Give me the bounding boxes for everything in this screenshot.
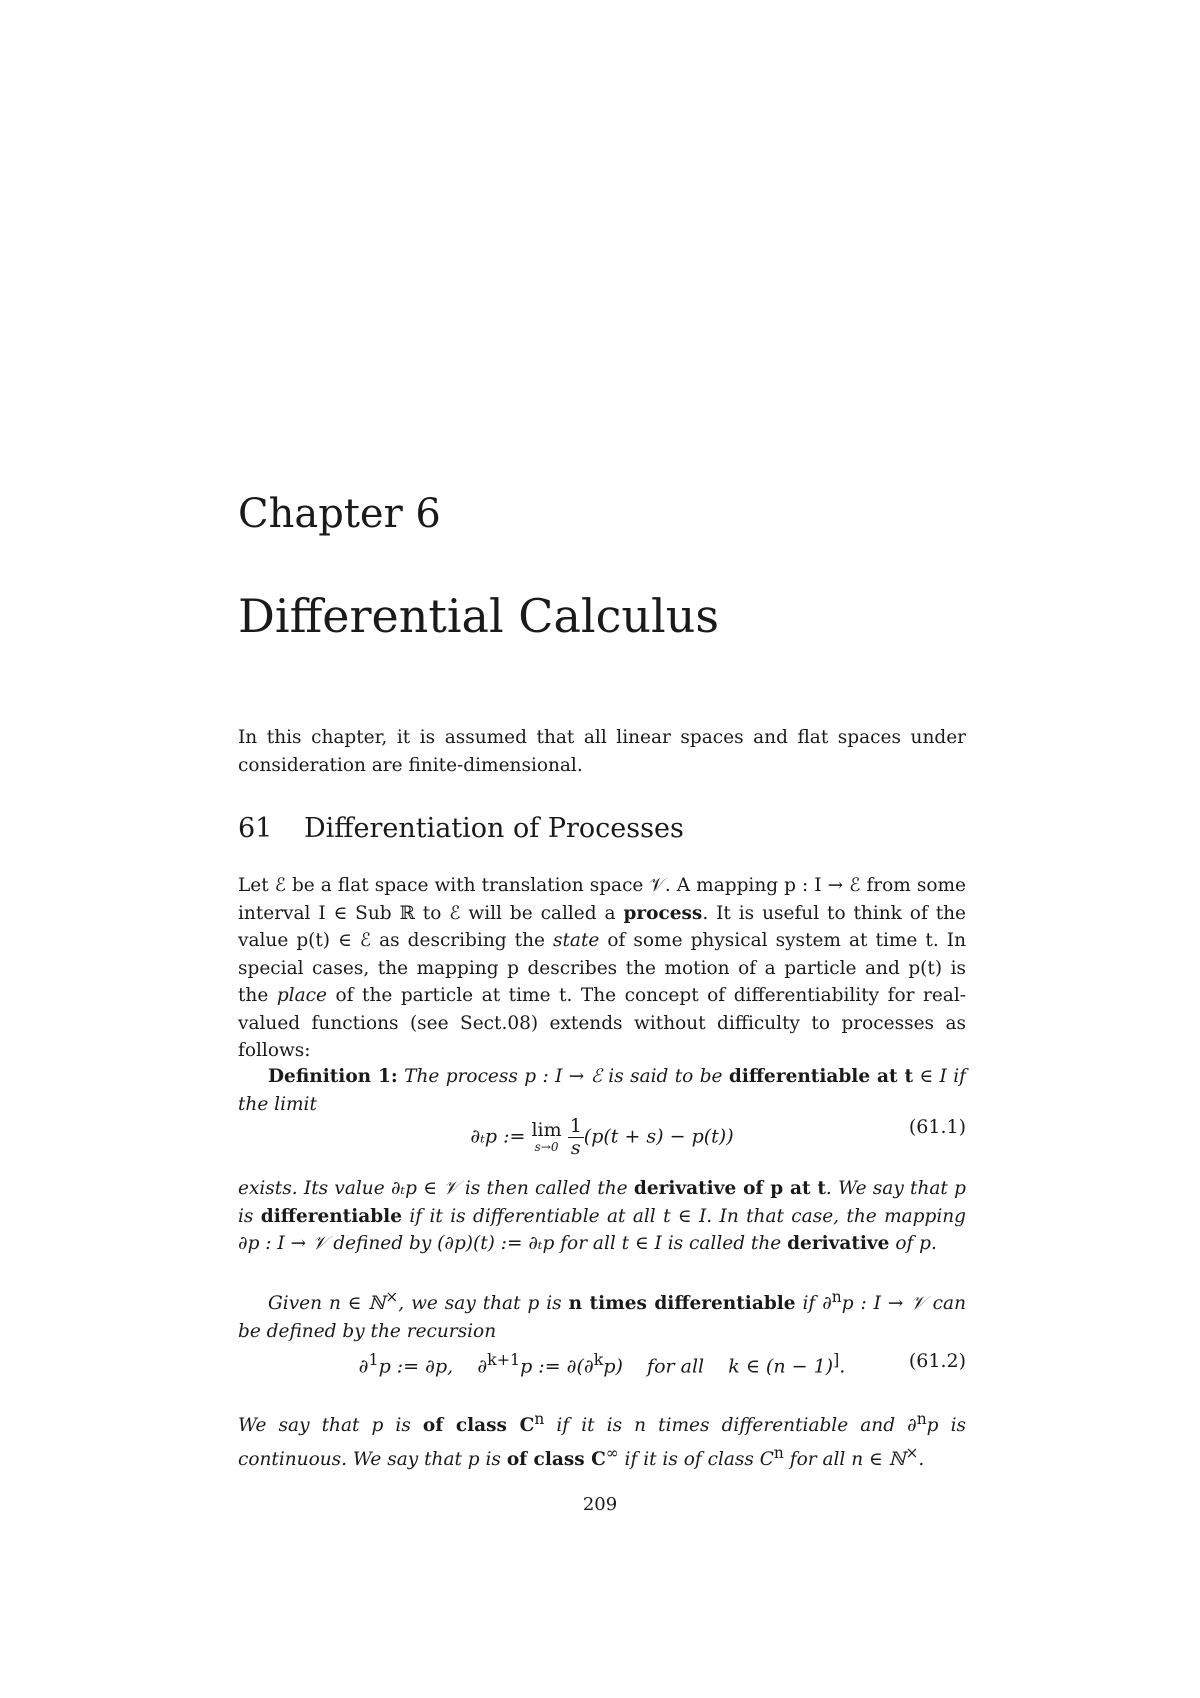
term-differentiable: differentiable — [260, 1205, 402, 1227]
equation-number: (61.2) — [908, 1350, 966, 1372]
text-fragment: Given n ∈ ℕ — [268, 1293, 386, 1315]
term-derivative: derivative — [787, 1233, 890, 1254]
term-class-cn: of class C — [422, 1415, 535, 1437]
superscript: n — [916, 1410, 927, 1428]
eq-part: p := ∂(∂ — [520, 1355, 594, 1378]
equation-body — [238, 1116, 966, 1159]
eq-part: p := ∂p, ∂ — [378, 1355, 488, 1378]
chapter-title: Differential Calculus — [238, 589, 719, 643]
eq-part: . — [839, 1355, 846, 1378]
eq-part: p) for all k ∈ (n − 1) — [603, 1355, 834, 1378]
lim-subscript: s→0 — [534, 1140, 559, 1155]
section-title: Differentiation of Processes — [304, 813, 684, 844]
text-fragment: of some physical system at time t. In special cases, the mapping p describes the motion of a particle and p(t) is the — [238, 930, 966, 1006]
superscript: n — [773, 1443, 784, 1462]
equation-61-1 — [238, 1116, 966, 1160]
equation-body — [238, 1350, 966, 1377]
text-fragment: of p. — [889, 1233, 937, 1254]
text-fragment: , we say that p is — [398, 1293, 569, 1315]
chapter-intro: In this chapter, it is assumed that all linear spaces and flat spaces under consideration are finite-dimensional. — [238, 727, 966, 776]
superscript: ] — [833, 1350, 840, 1369]
fraction — [568, 1116, 584, 1159]
text-fragment: . — [918, 1448, 925, 1470]
limit-operator — [531, 1120, 561, 1154]
definition-label: Definition 1: — [268, 1066, 398, 1087]
fraction-numerator: 1 — [569, 1115, 582, 1137]
superscript: × — [905, 1443, 919, 1462]
superscript: 1 — [368, 1350, 379, 1369]
text-fragment: Let ℰ be a flat space with translation space 𝒱. A mapping p : I → ℰ from some interval I ∈ Sub ℝ to ℰ will be called a — [238, 875, 966, 924]
page-number: 209 — [582, 1494, 618, 1515]
text-fragment: The process p : I → ℰ is said to be — [397, 1066, 729, 1087]
text-fragment: exists. Its value ∂ₜp ∈ 𝒱 is then called the — [238, 1178, 634, 1199]
superscript: k — [593, 1350, 604, 1369]
text-fragment: if ∂ — [795, 1293, 832, 1315]
superscript: n — [534, 1410, 545, 1428]
equation-number: (61.1) — [908, 1116, 966, 1138]
superscript: × — [385, 1288, 399, 1306]
eq-part: ∂ — [358, 1355, 369, 1378]
text-fragment: . We say that p is — [238, 1178, 966, 1227]
term-place: place — [276, 985, 327, 1006]
text-fragment: for all n ∈ ℕ — [783, 1448, 906, 1470]
section-heading — [238, 812, 684, 846]
superscript: ∞ — [605, 1443, 619, 1462]
text-fragment: if it is of class C — [618, 1448, 774, 1470]
text-fragment: if it is n times differentiable and ∂ — [544, 1415, 917, 1437]
lim-text: lim — [531, 1119, 562, 1142]
text-fragment: p : I → 𝒱 can be defined by the recursion — [238, 1293, 966, 1342]
term-derivative-at: derivative of p at t — [633, 1178, 826, 1199]
text-fragment: We say that p is — [238, 1415, 423, 1437]
body-paragraph-n-times — [238, 1284, 966, 1345]
equation-61-2 — [238, 1350, 966, 1394]
term-differentiable-at: differentiable at t — [728, 1066, 914, 1087]
body-paragraph-process — [238, 872, 966, 1065]
text-fragment: ∈ I if the limit — [238, 1066, 966, 1115]
text-fragment: p is continuous. We say that p is — [238, 1415, 966, 1470]
chapter-label: Chapter 6 — [238, 491, 441, 537]
definition-1 — [238, 1063, 966, 1118]
superscript: n — [831, 1288, 842, 1306]
text-fragment: of the particle at time t. The concept of differentiability for real-valued functions (see Sect.08) extends without difficulty to processes as follows: — [238, 985, 966, 1061]
term-state: state — [552, 930, 600, 951]
body-paragraph-class — [238, 1406, 966, 1473]
term-class-cinf: of class C — [506, 1448, 606, 1470]
eq-rhs: (p(t + s) − p(t)) — [583, 1125, 734, 1148]
fraction-denominator: s — [570, 1136, 581, 1159]
section-number: 61 — [238, 813, 273, 844]
term-process: process — [623, 902, 703, 924]
eq-lhs: ∂ₜp := — [470, 1125, 532, 1148]
superscript: k+1 — [487, 1350, 521, 1369]
term-n-times-differentiable: n times differentiable — [568, 1293, 796, 1315]
text-fragment: . It is useful to think of the value p(t) ∈ ℰ as describing the — [238, 902, 966, 951]
body-paragraph-derivative — [238, 1175, 966, 1258]
text-fragment: if it is differentiable at all t ∈ I. In that case, the mapping ∂p : I → 𝒱 defined by (∂p)(t) := ∂ₜp for all t ∈ I is called the — [238, 1205, 966, 1254]
